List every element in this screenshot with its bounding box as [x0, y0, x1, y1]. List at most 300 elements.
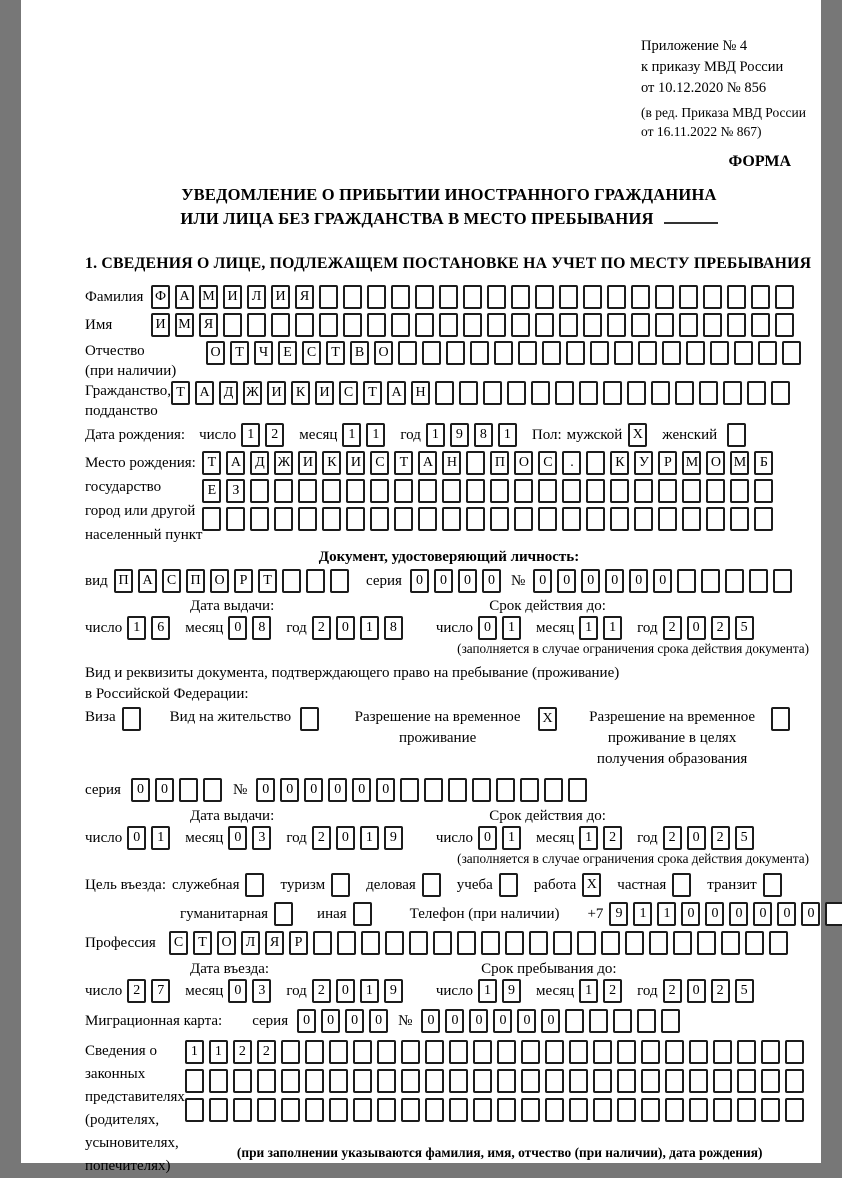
- char-cell[interactable]: [697, 931, 716, 955]
- residence-series-input[interactable]: [131, 778, 227, 802]
- char-cell[interactable]: С: [339, 381, 358, 405]
- char-cell[interactable]: 0: [352, 778, 371, 802]
- char-cell[interactable]: [721, 931, 740, 955]
- char-cell[interactable]: [518, 341, 537, 365]
- char-cell[interactable]: 2: [312, 826, 331, 850]
- residence-issue-year-input[interactable]: [312, 826, 408, 850]
- char-cell[interactable]: [322, 507, 341, 531]
- char-cell[interactable]: [521, 1040, 540, 1064]
- doc-type-input[interactable]: [114, 569, 354, 593]
- char-cell[interactable]: [754, 507, 773, 531]
- char-cell[interactable]: [398, 341, 417, 365]
- visa-checkbox[interactable]: [122, 707, 146, 731]
- char-cell[interactable]: О: [706, 451, 725, 475]
- char-cell[interactable]: [446, 341, 465, 365]
- char-cell[interactable]: [511, 313, 530, 337]
- char-cell[interactable]: 0: [533, 569, 552, 593]
- char-cell[interactable]: [415, 313, 434, 337]
- char-cell[interactable]: [601, 931, 620, 955]
- char-cell[interactable]: 0: [280, 778, 299, 802]
- birth-place-row1-input[interactable]: [202, 451, 778, 475]
- char-cell[interactable]: Р: [658, 451, 677, 475]
- char-cell[interactable]: [250, 479, 269, 503]
- char-cell[interactable]: [257, 1069, 276, 1093]
- char-cell[interactable]: М: [682, 451, 701, 475]
- char-cell[interactable]: [535, 285, 554, 309]
- char-cell[interactable]: 0: [605, 569, 624, 593]
- char-cell[interactable]: 1: [366, 423, 385, 447]
- char-cell[interactable]: А: [418, 451, 437, 475]
- char-cell[interactable]: П: [490, 451, 509, 475]
- purpose-tourism-checkbox[interactable]: [331, 873, 355, 897]
- char-cell[interactable]: [473, 1040, 492, 1064]
- char-cell[interactable]: [353, 1069, 372, 1093]
- char-cell[interactable]: [610, 479, 629, 503]
- char-cell[interactable]: [555, 381, 574, 405]
- char-cell[interactable]: [521, 1098, 540, 1122]
- sex-male-checkbox[interactable]: [628, 423, 652, 447]
- residence-issue-month-input[interactable]: [228, 826, 276, 850]
- char-cell[interactable]: Б: [754, 451, 773, 475]
- char-cell[interactable]: [607, 313, 626, 337]
- char-cell[interactable]: 2: [663, 616, 682, 640]
- char-cell[interactable]: 0: [517, 1009, 536, 1033]
- char-cell[interactable]: 2: [711, 979, 730, 1003]
- char-cell[interactable]: [566, 341, 585, 365]
- char-cell[interactable]: X: [628, 423, 647, 447]
- char-cell[interactable]: [442, 479, 461, 503]
- char-cell[interactable]: [353, 1098, 372, 1122]
- char-cell[interactable]: 0: [581, 569, 600, 593]
- char-cell[interactable]: [353, 1040, 372, 1064]
- char-cell[interactable]: [713, 1040, 732, 1064]
- char-cell[interactable]: [346, 479, 365, 503]
- char-cell[interactable]: [511, 285, 530, 309]
- char-cell[interactable]: Т: [193, 931, 212, 955]
- char-cell[interactable]: Т: [230, 341, 249, 365]
- char-cell[interactable]: [679, 313, 698, 337]
- char-cell[interactable]: [322, 479, 341, 503]
- char-cell[interactable]: [771, 707, 790, 731]
- char-cell[interactable]: [544, 778, 563, 802]
- char-cell[interactable]: [775, 313, 794, 337]
- char-cell[interactable]: [448, 778, 467, 802]
- entry-date-day-input[interactable]: [127, 979, 175, 1003]
- char-cell[interactable]: 1: [241, 423, 260, 447]
- char-cell[interactable]: [749, 569, 768, 593]
- sex-female-checkbox[interactable]: [727, 423, 751, 447]
- char-cell[interactable]: [682, 479, 701, 503]
- char-cell[interactable]: [727, 313, 746, 337]
- profession-input[interactable]: [169, 931, 793, 955]
- char-cell[interactable]: [425, 1069, 444, 1093]
- char-cell[interactable]: [737, 1040, 756, 1064]
- char-cell[interactable]: [226, 507, 245, 531]
- char-cell[interactable]: 0: [493, 1009, 512, 1033]
- migration-series-input[interactable]: [297, 1009, 393, 1033]
- char-cell[interactable]: [617, 1069, 636, 1093]
- char-cell[interactable]: [785, 1069, 804, 1093]
- char-cell[interactable]: [775, 285, 794, 309]
- char-cell[interactable]: Ч: [254, 341, 273, 365]
- char-cell[interactable]: 1: [426, 423, 445, 447]
- char-cell[interactable]: [449, 1040, 468, 1064]
- char-cell[interactable]: [751, 285, 770, 309]
- char-cell[interactable]: С: [370, 451, 389, 475]
- char-cell[interactable]: 0: [445, 1009, 464, 1033]
- char-cell[interactable]: 9: [384, 979, 403, 1003]
- char-cell[interactable]: [569, 1098, 588, 1122]
- char-cell[interactable]: [607, 285, 626, 309]
- purpose-humanitarian-checkbox[interactable]: [274, 902, 298, 926]
- char-cell[interactable]: [769, 931, 788, 955]
- char-cell[interactable]: [641, 1040, 660, 1064]
- char-cell[interactable]: А: [138, 569, 157, 593]
- residence-valid-month-input[interactable]: [579, 826, 627, 850]
- char-cell[interactable]: А: [195, 381, 214, 405]
- char-cell[interactable]: 1: [151, 826, 170, 850]
- char-cell[interactable]: 1: [502, 616, 521, 640]
- char-cell[interactable]: [494, 341, 513, 365]
- char-cell[interactable]: А: [387, 381, 406, 405]
- char-cell[interactable]: И: [151, 313, 170, 337]
- char-cell[interactable]: [473, 1098, 492, 1122]
- char-cell[interactable]: [298, 507, 317, 531]
- char-cell[interactable]: [330, 569, 349, 593]
- char-cell[interactable]: 0: [687, 616, 706, 640]
- char-cell[interactable]: 2: [711, 616, 730, 640]
- char-cell[interactable]: [785, 1040, 804, 1064]
- char-cell[interactable]: [353, 902, 372, 926]
- char-cell[interactable]: [638, 341, 657, 365]
- char-cell[interactable]: И: [315, 381, 334, 405]
- char-cell[interactable]: [394, 507, 413, 531]
- char-cell[interactable]: 1: [127, 616, 146, 640]
- char-cell[interactable]: Е: [278, 341, 297, 365]
- char-cell[interactable]: [699, 381, 718, 405]
- char-cell[interactable]: Л: [247, 285, 266, 309]
- char-cell[interactable]: [496, 778, 515, 802]
- char-cell[interactable]: [415, 285, 434, 309]
- char-cell[interactable]: [658, 479, 677, 503]
- char-cell[interactable]: [370, 479, 389, 503]
- char-cell[interactable]: [497, 1040, 516, 1064]
- char-cell[interactable]: 9: [450, 423, 469, 447]
- char-cell[interactable]: [481, 931, 500, 955]
- char-cell[interactable]: [538, 507, 557, 531]
- char-cell[interactable]: [706, 507, 725, 531]
- char-cell[interactable]: 5: [735, 616, 754, 640]
- char-cell[interactable]: [758, 341, 777, 365]
- char-cell[interactable]: 1: [342, 423, 361, 447]
- char-cell[interactable]: [361, 931, 380, 955]
- char-cell[interactable]: И: [298, 451, 317, 475]
- char-cell[interactable]: [401, 1098, 420, 1122]
- char-cell[interactable]: [425, 1040, 444, 1064]
- char-cell[interactable]: [590, 341, 609, 365]
- person-birth_date-year-input[interactable]: [426, 423, 522, 447]
- char-cell[interactable]: И: [267, 381, 286, 405]
- char-cell[interactable]: [367, 313, 386, 337]
- char-cell[interactable]: .: [562, 451, 581, 475]
- char-cell[interactable]: [535, 313, 554, 337]
- char-cell[interactable]: 0: [687, 826, 706, 850]
- char-cell[interactable]: [730, 507, 749, 531]
- char-cell[interactable]: 0: [256, 778, 275, 802]
- char-cell[interactable]: [401, 1040, 420, 1064]
- entry-date-month-input[interactable]: [228, 979, 276, 1003]
- char-cell[interactable]: Я: [265, 931, 284, 955]
- entry-date-year-input[interactable]: [312, 979, 408, 1003]
- char-cell[interactable]: [562, 479, 581, 503]
- char-cell[interactable]: [377, 1069, 396, 1093]
- char-cell[interactable]: [442, 507, 461, 531]
- char-cell[interactable]: [487, 285, 506, 309]
- char-cell[interactable]: [745, 931, 764, 955]
- char-cell[interactable]: [583, 313, 602, 337]
- char-cell[interactable]: [661, 1009, 680, 1033]
- char-cell[interactable]: [306, 569, 325, 593]
- char-cell[interactable]: 2: [127, 979, 146, 1003]
- char-cell[interactable]: [763, 873, 782, 897]
- char-cell[interactable]: [703, 313, 722, 337]
- char-cell[interactable]: [377, 1098, 396, 1122]
- char-cell[interactable]: [737, 1069, 756, 1093]
- char-cell[interactable]: П: [114, 569, 133, 593]
- char-cell[interactable]: [538, 479, 557, 503]
- residence-issue-day-input[interactable]: [127, 826, 175, 850]
- char-cell[interactable]: [727, 285, 746, 309]
- identity_doc-issue-day-input[interactable]: [127, 616, 175, 640]
- char-cell[interactable]: Я: [199, 313, 218, 337]
- surname-input[interactable]: [151, 285, 799, 309]
- char-cell[interactable]: [274, 507, 293, 531]
- char-cell[interactable]: 0: [369, 1009, 388, 1033]
- char-cell[interactable]: [298, 479, 317, 503]
- char-cell[interactable]: [569, 1069, 588, 1093]
- purpose-study-checkbox[interactable]: [499, 873, 523, 897]
- char-cell[interactable]: Т: [363, 381, 382, 405]
- char-cell[interactable]: 8: [252, 616, 271, 640]
- char-cell[interactable]: [473, 1069, 492, 1093]
- char-cell[interactable]: [422, 873, 441, 897]
- identity_doc-valid-year-input[interactable]: [663, 616, 759, 640]
- char-cell[interactable]: [472, 778, 491, 802]
- char-cell[interactable]: [424, 778, 443, 802]
- char-cell[interactable]: [593, 1040, 612, 1064]
- char-cell[interactable]: [466, 507, 485, 531]
- char-cell[interactable]: 0: [705, 902, 724, 926]
- char-cell[interactable]: [689, 1069, 708, 1093]
- char-cell[interactable]: 0: [228, 616, 247, 640]
- char-cell[interactable]: [425, 1098, 444, 1122]
- representatives-row2-input[interactable]: [185, 1069, 809, 1093]
- char-cell[interactable]: 0: [131, 778, 150, 802]
- char-cell[interactable]: 0: [482, 569, 501, 593]
- char-cell[interactable]: Р: [289, 931, 308, 955]
- char-cell[interactable]: 1: [498, 423, 517, 447]
- char-cell[interactable]: 0: [336, 979, 355, 1003]
- char-cell[interactable]: 0: [328, 778, 347, 802]
- char-cell[interactable]: О: [210, 569, 229, 593]
- char-cell[interactable]: 0: [228, 979, 247, 1003]
- char-cell[interactable]: О: [206, 341, 225, 365]
- char-cell[interactable]: Ж: [243, 381, 262, 405]
- char-cell[interactable]: [343, 313, 362, 337]
- char-cell[interactable]: [710, 341, 729, 365]
- char-cell[interactable]: 0: [336, 826, 355, 850]
- char-cell[interactable]: [449, 1069, 468, 1093]
- char-cell[interactable]: 2: [265, 423, 284, 447]
- char-cell[interactable]: [631, 313, 650, 337]
- residence-valid-year-input[interactable]: [663, 826, 759, 850]
- char-cell[interactable]: 0: [469, 1009, 488, 1033]
- char-cell[interactable]: [773, 569, 792, 593]
- char-cell[interactable]: [713, 1098, 732, 1122]
- char-cell[interactable]: [579, 381, 598, 405]
- char-cell[interactable]: [665, 1069, 684, 1093]
- char-cell[interactable]: К: [291, 381, 310, 405]
- char-cell[interactable]: [672, 873, 691, 897]
- purpose-business-checkbox[interactable]: [422, 873, 446, 897]
- char-cell[interactable]: 0: [801, 902, 820, 926]
- education-permit-checkbox[interactable]: [771, 707, 795, 731]
- char-cell[interactable]: [209, 1069, 228, 1093]
- char-cell[interactable]: [367, 285, 386, 309]
- char-cell[interactable]: [529, 931, 548, 955]
- char-cell[interactable]: И: [346, 451, 365, 475]
- char-cell[interactable]: [625, 931, 644, 955]
- char-cell[interactable]: 0: [458, 569, 477, 593]
- char-cell[interactable]: Н: [442, 451, 461, 475]
- char-cell[interactable]: 3: [252, 979, 271, 1003]
- char-cell[interactable]: [559, 313, 578, 337]
- char-cell[interactable]: Т: [171, 381, 190, 405]
- char-cell[interactable]: 1: [360, 826, 379, 850]
- char-cell[interactable]: 0: [557, 569, 576, 593]
- representatives-row1-input[interactable]: [185, 1040, 809, 1064]
- char-cell[interactable]: [761, 1098, 780, 1122]
- char-cell[interactable]: [343, 285, 362, 309]
- char-cell[interactable]: 5: [735, 826, 754, 850]
- char-cell[interactable]: Е: [202, 479, 221, 503]
- char-cell[interactable]: [617, 1098, 636, 1122]
- char-cell[interactable]: [505, 931, 524, 955]
- char-cell[interactable]: [305, 1098, 324, 1122]
- char-cell[interactable]: А: [226, 451, 245, 475]
- char-cell[interactable]: [637, 1009, 656, 1033]
- purpose-private-checkbox[interactable]: [672, 873, 696, 897]
- char-cell[interactable]: 6: [151, 616, 170, 640]
- char-cell[interactable]: 0: [478, 616, 497, 640]
- char-cell[interactable]: 0: [336, 616, 355, 640]
- char-cell[interactable]: С: [538, 451, 557, 475]
- char-cell[interactable]: И: [223, 285, 242, 309]
- char-cell[interactable]: [723, 381, 742, 405]
- char-cell[interactable]: [329, 1040, 348, 1064]
- char-cell[interactable]: 9: [609, 902, 628, 926]
- char-cell[interactable]: 2: [603, 826, 622, 850]
- purpose-transit-checkbox[interactable]: [763, 873, 787, 897]
- char-cell[interactable]: [122, 707, 141, 731]
- char-cell[interactable]: [346, 507, 365, 531]
- entry-until-month-input[interactable]: [579, 979, 627, 1003]
- char-cell[interactable]: 1: [579, 826, 598, 850]
- char-cell[interactable]: [274, 902, 293, 926]
- char-cell[interactable]: [610, 507, 629, 531]
- char-cell[interactable]: [545, 1040, 564, 1064]
- char-cell[interactable]: 0: [653, 569, 672, 593]
- char-cell[interactable]: 2: [233, 1040, 252, 1064]
- char-cell[interactable]: 0: [321, 1009, 340, 1033]
- char-cell[interactable]: [305, 1069, 324, 1093]
- char-cell[interactable]: X: [538, 707, 557, 731]
- char-cell[interactable]: [627, 381, 646, 405]
- char-cell[interactable]: [634, 479, 653, 503]
- char-cell[interactable]: [658, 507, 677, 531]
- char-cell[interactable]: [565, 1009, 584, 1033]
- char-cell[interactable]: [463, 313, 482, 337]
- char-cell[interactable]: Ж: [274, 451, 293, 475]
- char-cell[interactable]: 0: [410, 569, 429, 593]
- char-cell[interactable]: 1: [185, 1040, 204, 1064]
- char-cell[interactable]: 1: [478, 979, 497, 1003]
- char-cell[interactable]: 1: [633, 902, 652, 926]
- char-cell[interactable]: [785, 1098, 804, 1122]
- char-cell[interactable]: [593, 1069, 612, 1093]
- char-cell[interactable]: [562, 507, 581, 531]
- char-cell[interactable]: [613, 1009, 632, 1033]
- char-cell[interactable]: [463, 285, 482, 309]
- char-cell[interactable]: [499, 873, 518, 897]
- char-cell[interactable]: [553, 931, 572, 955]
- doc-number-input[interactable]: [533, 569, 797, 593]
- char-cell[interactable]: [771, 381, 790, 405]
- char-cell[interactable]: [614, 341, 633, 365]
- char-cell[interactable]: 2: [257, 1040, 276, 1064]
- char-cell[interactable]: Л: [241, 931, 260, 955]
- char-cell[interactable]: [651, 381, 670, 405]
- char-cell[interactable]: [209, 1098, 228, 1122]
- char-cell[interactable]: [531, 381, 550, 405]
- char-cell[interactable]: 0: [228, 826, 247, 850]
- char-cell[interactable]: [233, 1098, 252, 1122]
- char-cell[interactable]: 2: [711, 826, 730, 850]
- char-cell[interactable]: 0: [376, 778, 395, 802]
- char-cell[interactable]: [761, 1040, 780, 1064]
- char-cell[interactable]: [300, 707, 319, 731]
- char-cell[interactable]: Т: [258, 569, 277, 593]
- char-cell[interactable]: Т: [394, 451, 413, 475]
- char-cell[interactable]: 0: [434, 569, 453, 593]
- char-cell[interactable]: [665, 1040, 684, 1064]
- char-cell[interactable]: [689, 1040, 708, 1064]
- citizenship-input[interactable]: [171, 381, 795, 405]
- char-cell[interactable]: [673, 931, 692, 955]
- identity_doc-issue-year-input[interactable]: [312, 616, 408, 640]
- char-cell[interactable]: 5: [735, 979, 754, 1003]
- char-cell[interactable]: [233, 1069, 252, 1093]
- char-cell[interactable]: [385, 931, 404, 955]
- char-cell[interactable]: 1: [502, 826, 521, 850]
- char-cell[interactable]: У: [634, 451, 653, 475]
- entry-until-year-input[interactable]: [663, 979, 759, 1003]
- char-cell[interactable]: [185, 1069, 204, 1093]
- char-cell[interactable]: [545, 1098, 564, 1122]
- char-cell[interactable]: [734, 341, 753, 365]
- char-cell[interactable]: [319, 285, 338, 309]
- char-cell[interactable]: 0: [777, 902, 796, 926]
